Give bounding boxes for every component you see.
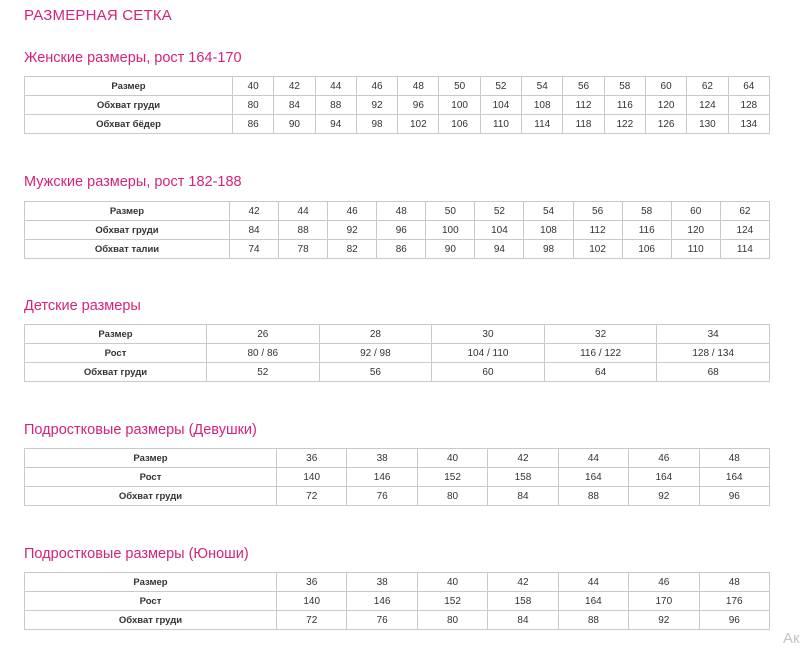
table-cell: 58 [622, 202, 671, 221]
table-cell: 54 [522, 77, 563, 96]
table-cell: 72 [277, 611, 347, 630]
row-label: Рост [25, 468, 277, 487]
table-cell: 114 [522, 115, 563, 134]
table-cell: 48 [398, 77, 439, 96]
table-cell: 28 [319, 325, 432, 344]
table-cell: 60 [671, 202, 720, 221]
table-cell: 88 [315, 96, 356, 115]
table-cell: 48 [699, 449, 769, 468]
table-cell: 108 [524, 221, 573, 240]
section-teen-boys [24, 544, 770, 626]
table-cell: 92 [356, 96, 397, 115]
table-cell: 52 [207, 363, 320, 382]
table-cell: 86 [377, 240, 426, 259]
table-cell: 26 [207, 325, 320, 344]
table-cell: 42 [274, 77, 315, 96]
table-cell: 30 [432, 325, 545, 344]
table-cell: 64 [728, 77, 769, 96]
teen-boys-size-table [24, 572, 770, 630]
table-cell: 40 [417, 449, 487, 468]
table-cell: 124 [720, 221, 769, 240]
table-row [25, 96, 770, 115]
table-row [25, 468, 770, 487]
table-row [25, 487, 770, 506]
table-cell: 48 [377, 202, 426, 221]
table-cell: 88 [279, 221, 328, 240]
table-cell: 108 [522, 96, 563, 115]
table-cell: 176 [699, 592, 769, 611]
section-title-kids: Детские размеры [24, 298, 141, 314]
table-cell: 158 [488, 468, 558, 487]
table-cell: 42 [230, 202, 279, 221]
table-cell: 48 [699, 573, 769, 592]
table-cell: 98 [524, 240, 573, 259]
table-cell: 46 [356, 77, 397, 96]
table-cell: 92 [629, 611, 699, 630]
table-cell: 126 [645, 115, 686, 134]
table-cell: 92 [629, 487, 699, 506]
table-cell: 88 [558, 611, 628, 630]
section-title-women: Женские размеры, рост 164-170 [24, 50, 242, 66]
table-cell: 92 [328, 221, 377, 240]
table-cell: 56 [573, 202, 622, 221]
table-cell: 56 [319, 363, 432, 382]
table-cell: 110 [671, 240, 720, 259]
table-row [25, 611, 770, 630]
table-cell: 118 [563, 115, 604, 134]
row-label: Обхват бёдер [25, 115, 233, 134]
table-cell: 104 [475, 221, 524, 240]
table-cell: 146 [347, 468, 417, 487]
section-title-men: Мужские размеры, рост 182-188 [24, 174, 242, 190]
table-cell: 120 [645, 96, 686, 115]
table-cell: 94 [315, 115, 356, 134]
table-cell: 94 [475, 240, 524, 259]
table-cell: 84 [488, 487, 558, 506]
section-title-teen-girls: Подростковые размеры (Девушки) [24, 422, 257, 438]
row-label: Обхват груди [25, 611, 277, 630]
table-cell: 96 [377, 221, 426, 240]
table-cell: 80 [233, 96, 274, 115]
table-row [25, 573, 770, 592]
kids-size-table [24, 324, 770, 382]
table-cell: 42 [488, 449, 558, 468]
table-cell: 36 [277, 573, 347, 592]
table-row [25, 115, 770, 134]
table-cell: 134 [728, 115, 769, 134]
row-label: Рост [25, 344, 207, 363]
table-cell: 44 [279, 202, 328, 221]
table-cell: 152 [417, 592, 487, 611]
table-cell: 68 [657, 363, 770, 382]
table-cell: 76 [347, 487, 417, 506]
table-cell: 60 [432, 363, 545, 382]
table-cell: 74 [230, 240, 279, 259]
table-cell: 80 [417, 487, 487, 506]
table-cell: 112 [573, 221, 622, 240]
table-row [25, 449, 770, 468]
women-size-table [24, 76, 770, 134]
table-cell: 46 [328, 202, 377, 221]
table-row [25, 592, 770, 611]
table-cell: 90 [426, 240, 475, 259]
table-row [25, 77, 770, 96]
table-cell: 46 [629, 573, 699, 592]
table-cell: 102 [573, 240, 622, 259]
row-label: Рост [25, 592, 277, 611]
table-cell: 56 [563, 77, 604, 96]
table-row [25, 325, 770, 344]
table-cell: 62 [687, 77, 728, 96]
table-cell: 38 [347, 573, 417, 592]
table-row [25, 363, 770, 382]
table-cell: 44 [558, 573, 628, 592]
table-cell: 32 [544, 325, 657, 344]
section-men [24, 172, 770, 255]
table-cell: 170 [629, 592, 699, 611]
table-cell: 110 [480, 115, 521, 134]
table-cell: 96 [699, 611, 769, 630]
table-cell: 46 [629, 449, 699, 468]
table-cell: 44 [315, 77, 356, 96]
table-cell: 36 [277, 449, 347, 468]
page-title: РАЗМЕРНАЯ СЕТКА [24, 7, 172, 24]
table-cell: 62 [720, 202, 769, 221]
row-label: Размер [25, 77, 233, 96]
table-cell: 86 [233, 115, 274, 134]
table-cell: 52 [480, 77, 521, 96]
table-cell: 50 [426, 202, 475, 221]
table-cell: 152 [417, 468, 487, 487]
row-label: Обхват талии [25, 240, 230, 259]
table-cell: 116 [604, 96, 645, 115]
table-cell: 42 [488, 573, 558, 592]
table-row [25, 344, 770, 363]
table-cell: 58 [604, 77, 645, 96]
table-cell: 44 [558, 449, 628, 468]
table-cell: 72 [277, 487, 347, 506]
table-cell: 116 / 122 [544, 344, 657, 363]
table-cell: 76 [347, 611, 417, 630]
table-cell: 40 [233, 77, 274, 96]
table-cell: 98 [356, 115, 397, 134]
section-title-teen-boys: Подростковые размеры (Юноши) [24, 546, 249, 562]
table-cell: 84 [230, 221, 279, 240]
table-cell: 102 [398, 115, 439, 134]
table-cell: 52 [475, 202, 524, 221]
table-row [25, 240, 770, 259]
table-row [25, 221, 770, 240]
table-cell: 96 [398, 96, 439, 115]
table-cell: 120 [671, 221, 720, 240]
table-cell: 164 [558, 468, 628, 487]
table-cell: 140 [277, 468, 347, 487]
table-cell: 84 [274, 96, 315, 115]
table-cell: 104 [480, 96, 521, 115]
row-label: Обхват груди [25, 96, 233, 115]
table-cell: 34 [657, 325, 770, 344]
table-cell: 96 [699, 487, 769, 506]
table-cell: 124 [687, 96, 728, 115]
table-cell: 82 [328, 240, 377, 259]
table-cell: 80 [417, 611, 487, 630]
table-cell: 114 [720, 240, 769, 259]
row-label: Размер [25, 202, 230, 221]
table-cell: 92 / 98 [319, 344, 432, 363]
teen-girls-size-table [24, 448, 770, 506]
table-cell: 158 [488, 592, 558, 611]
table-cell: 40 [417, 573, 487, 592]
row-label: Обхват груди [25, 221, 230, 240]
table-cell: 60 [645, 77, 686, 96]
table-cell: 104 / 110 [432, 344, 545, 363]
table-cell: 122 [604, 115, 645, 134]
row-label: Размер [25, 573, 277, 592]
table-cell: 140 [277, 592, 347, 611]
table-cell: 100 [439, 96, 480, 115]
table-cell: 164 [699, 468, 769, 487]
table-cell: 38 [347, 449, 417, 468]
table-cell: 106 [439, 115, 480, 134]
table-cell: 116 [622, 221, 671, 240]
section-kids [24, 296, 770, 378]
table-cell: 130 [687, 115, 728, 134]
table-cell: 128 [728, 96, 769, 115]
table-cell: 146 [347, 592, 417, 611]
row-label: Обхват груди [25, 363, 207, 382]
table-cell: 100 [426, 221, 475, 240]
table-cell: 84 [488, 611, 558, 630]
table-cell: 80 / 86 [207, 344, 320, 363]
section-women [24, 48, 770, 130]
table-cell: 54 [524, 202, 573, 221]
table-cell: 128 / 134 [657, 344, 770, 363]
table-cell: 88 [558, 487, 628, 506]
row-label: Размер [25, 325, 207, 344]
corner-partial-text: Ак [783, 630, 800, 647]
men-size-table [24, 201, 770, 259]
table-row [25, 202, 770, 221]
table-cell: 78 [279, 240, 328, 259]
row-label: Обхват груди [25, 487, 277, 506]
table-cell: 64 [544, 363, 657, 382]
table-cell: 112 [563, 96, 604, 115]
table-cell: 164 [629, 468, 699, 487]
table-cell: 90 [274, 115, 315, 134]
table-cell: 106 [622, 240, 671, 259]
row-label: Размер [25, 449, 277, 468]
table-cell: 50 [439, 77, 480, 96]
section-teen-girls [24, 420, 770, 502]
table-cell: 164 [558, 592, 628, 611]
